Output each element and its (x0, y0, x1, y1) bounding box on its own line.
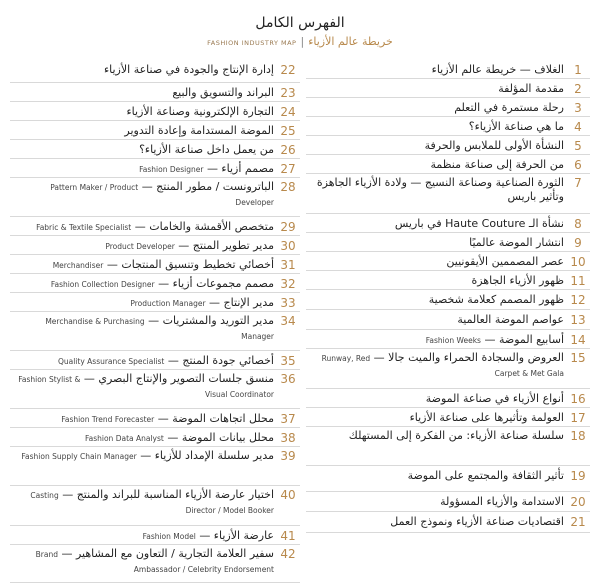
toc-entry[interactable] (306, 330, 590, 349)
toc-entry-title-arabic: سلسلة صناعة الأزياء: من الفكرة إلى المستهلك (348, 429, 564, 442)
toc-entry[interactable] (10, 159, 300, 178)
toc-entry-number: 2 (574, 82, 582, 96)
toc-entry-title-arabic: عصر المصممين الأيقونيين (446, 255, 564, 268)
toc-entry-title (14, 277, 274, 292)
toc-entry-number: 6 (574, 158, 582, 172)
toc-entry-title-english: Merchandise & Purchasing Manager (45, 317, 274, 341)
toc-entry[interactable] (10, 60, 300, 83)
toc-entry-title (14, 372, 274, 402)
toc-entry-title-english: Fabric & Textile Specialist (36, 223, 132, 232)
toc-entry-title (14, 86, 274, 100)
toc-entry[interactable] (306, 252, 590, 271)
toc-entry[interactable] (10, 178, 300, 217)
toc-entry-title (310, 495, 564, 509)
toc-entry-title-arabic: ما هي صناعة الأزياء؟ (468, 120, 564, 133)
toc-entry[interactable] (306, 98, 590, 117)
toc-entry-title (14, 296, 274, 311)
toc-entry-number: 5 (574, 139, 582, 153)
toc-entry-number: 41 (280, 529, 296, 543)
subtitle-separator: | (300, 35, 305, 48)
toc-entry-number: 20 (570, 495, 586, 509)
toc-entry[interactable] (10, 293, 300, 312)
toc-entry[interactable] (10, 351, 300, 370)
toc-entry-number: 36 (280, 372, 296, 386)
toc-entry[interactable] (10, 370, 300, 409)
toc-entry-title-arabic: تأثير الثقافة والمجتمع على الموضة (407, 469, 564, 482)
toc-entry[interactable] (306, 155, 590, 174)
toc-entry-number: 35 (280, 354, 296, 368)
toc-entry[interactable] (10, 312, 300, 351)
toc-entry-title-english: Production Manager (130, 299, 206, 308)
toc-entry-number: 11 (570, 274, 586, 288)
toc-entry-number: 17 (570, 411, 586, 425)
toc-entry-title (310, 351, 564, 381)
toc-entry-title (310, 139, 564, 153)
toc-entry-title-arabic: نشأة الـ Haute Couture في باريس (394, 217, 564, 230)
toc-entry-number: 42 (280, 547, 296, 561)
toc-entry-title-english: Fashion Collection Designer (50, 280, 155, 289)
toc-entry-number: 34 (280, 314, 296, 328)
subtitle-arabic: خريطة عالم الأزياء (308, 35, 393, 48)
toc-entry-number: 4 (574, 120, 582, 134)
toc-entry-title (310, 255, 564, 269)
toc-entry-number: 14 (570, 333, 586, 347)
toc-entry-number: 31 (280, 258, 296, 272)
toc-entry-number: 37 (280, 412, 296, 426)
toc-entry[interactable] (10, 274, 300, 293)
toc-entry-title (14, 547, 274, 577)
toc-entry-title-arabic: انتشار الموضة عالميًا (469, 236, 564, 249)
toc-entry-number: 40 (280, 488, 296, 502)
toc-entry-title (14, 105, 274, 119)
toc-entry-number: 33 (280, 296, 296, 310)
toc-entry-number: 9 (574, 236, 582, 250)
toc-entry-title-arabic: مدير التوريد والمشتريات — (148, 314, 274, 327)
toc-entry[interactable] (10, 236, 300, 255)
toc-entry-title (310, 236, 564, 250)
toc-entry-title (14, 354, 274, 369)
toc-entry[interactable] (306, 492, 590, 512)
toc-entry[interactable] (306, 60, 590, 79)
toc-entry[interactable] (10, 447, 300, 486)
toc-entry-title (310, 515, 564, 529)
toc-entry-number: 16 (570, 392, 586, 406)
toc-entry-title (310, 217, 564, 231)
page-header (0, 0, 600, 58)
toc-entry-title (310, 120, 564, 134)
toc-entry[interactable] (10, 102, 300, 121)
toc-entry-number: 18 (570, 429, 586, 443)
toc-entry-number: 39 (280, 449, 296, 463)
toc-entry-title-arabic: أنواع الأزياء في صناعة الموضة (425, 392, 564, 405)
toc-entry-title (310, 176, 564, 204)
toc-entry-number: 24 (280, 105, 296, 119)
toc-entry-title-arabic: مدير سلسلة الإمداد للأزياء — (140, 449, 274, 462)
toc-entry-title-arabic: مدير تطوير المنتج — (178, 239, 274, 252)
toc-entry-number: 38 (280, 431, 296, 445)
toc-entry-title (310, 158, 564, 172)
toc-entry-number: 19 (570, 469, 586, 483)
toc-entry-number: 13 (570, 313, 586, 327)
toc-entry-title (310, 82, 564, 96)
toc-entry-title (14, 529, 274, 544)
toc-entry-number: 27 (280, 162, 296, 176)
toc-entry-title-arabic: إدارة الإنتاج والجودة في صناعة الأزياء (103, 63, 274, 76)
toc-entry-number: 12 (570, 293, 586, 307)
toc-entry[interactable] (306, 466, 590, 492)
toc-entry[interactable] (306, 427, 590, 466)
toc-entry-title-english: Fashion Designer (139, 165, 204, 174)
toc-entry-title-english: Fashion Weeks (425, 336, 481, 345)
toc-entry-title (310, 313, 564, 327)
toc-entry-title-arabic: النشأة الأولى للملابس والحرفة (424, 139, 564, 152)
toc-entry-number: 3 (574, 101, 582, 115)
page-subtitle (0, 34, 600, 51)
toc-entry-number: 25 (280, 124, 296, 138)
toc-entry-title-english: Quality Assurance Specialist (57, 357, 165, 366)
toc-entry-title-arabic: الباترونست / مطور المنتج — (141, 180, 274, 193)
toc-entry-title-english: Merchandiser (52, 261, 104, 270)
toc-entry-title (14, 180, 274, 210)
toc-entry-title-arabic: العولمة وتأثيرها على صناعة الأزياء (409, 411, 564, 424)
toc-entry-title-arabic: محلل اتجاهات الموضة — (157, 412, 274, 425)
toc-entry-title-english: Fashion Supply Chain Manager (21, 452, 137, 461)
toc-entry[interactable] (10, 428, 300, 447)
toc-entry[interactable] (306, 117, 590, 136)
toc-entry[interactable] (306, 79, 590, 98)
toc-entry[interactable] (306, 349, 590, 389)
toc-entry-title-arabic: الموضة المستدامة وإعادة التدوير (124, 124, 274, 137)
toc-entry-title-arabic: الاستدامة والأزياء المسؤولة (440, 495, 564, 508)
toc-entry-title (310, 274, 564, 288)
toc-entry-title-english: Product Developer (105, 242, 175, 251)
toc-entry-title (310, 293, 564, 307)
toc-entry-title (310, 469, 564, 483)
toc-entry-number: 30 (280, 239, 296, 253)
toc-entry-title-arabic: عارضة الأزياء — (199, 529, 274, 542)
toc-entry-title-arabic: البراند والتسويق والبيع (172, 86, 274, 99)
toc-entry-number: 22 (280, 63, 296, 77)
toc-entry-title-arabic: الغلاف — خريطة عالم الأزياء (431, 63, 564, 76)
toc-entry[interactable] (10, 526, 300, 545)
toc-entry[interactable] (306, 290, 590, 310)
toc-entry[interactable] (10, 255, 300, 274)
toc-entry[interactable] (306, 233, 590, 252)
toc-entry-title-arabic: التجارة الإلكترونية وصناعة الأزياء (126, 105, 274, 118)
toc-entry-title (310, 392, 564, 406)
toc-entry-title (310, 411, 564, 425)
toc-entry-title-english: Fashion Stylist & Visual Coordinator (18, 375, 274, 399)
toc-entry-title (14, 63, 274, 77)
toc-entry[interactable] (306, 214, 590, 233)
toc-entry-title-arabic: اختيار عارضة الأزياء المناسبة للبراند والمنتج — (62, 488, 274, 501)
toc-entry-title-arabic: أخصائي جودة المنتج — (167, 354, 274, 367)
toc-column-right (306, 60, 590, 564)
toc-entry-number: 8 (574, 217, 582, 231)
toc-entry-title-english: Fashion Trend Forecaster (61, 415, 155, 424)
toc-entry[interactable] (10, 83, 300, 102)
toc-entry-title (14, 143, 274, 157)
toc-entry-number: 29 (280, 220, 296, 234)
toc-entry-title-arabic: عواصم الموضة العالمية (457, 313, 564, 326)
toc-entry-number: 23 (280, 86, 296, 100)
toc-entry-title (310, 101, 564, 115)
toc-entry-number: 32 (280, 277, 296, 291)
toc-entry-title-arabic: العروض والسجادة الحمراء والميت جالا — (373, 351, 564, 364)
toc-entry-title-english: Fashion Model (142, 532, 196, 541)
table-of-contents (10, 60, 590, 574)
toc-entry[interactable] (10, 409, 300, 428)
toc-entry-title-english: Pattern Maker / Product Developer (50, 183, 274, 207)
toc-entry-title (14, 431, 274, 446)
toc-entry[interactable] (306, 136, 590, 155)
toc-entry-title (14, 412, 274, 427)
toc-entry-number: 7 (574, 176, 582, 190)
toc-entry[interactable] (10, 486, 300, 526)
toc-entry-number: 28 (280, 180, 296, 194)
toc-entry-title-arabic: متخصص الأقمشة والخامات — (134, 220, 274, 233)
toc-entry-title-arabic: اقتصاديات صناعة الأزياء ونموذج العمل (390, 515, 564, 528)
toc-entry-title-english: Runway, Red Carpet & Met Gala (321, 354, 564, 378)
toc-entry-title (14, 488, 274, 518)
toc-entry-title-arabic: رحلة مستمرة في التعلم (454, 101, 564, 114)
toc-entry-number: 26 (280, 143, 296, 157)
toc-entry-title-arabic: أسابيع الموضة — (484, 333, 564, 346)
toc-entry[interactable] (306, 408, 590, 427)
toc-entry[interactable] (306, 512, 590, 533)
toc-entry-title-arabic: من يعمل داخل صناعة الأزياء؟ (139, 143, 274, 156)
toc-entry-title-arabic: محلل بيانات الموضة — (167, 431, 274, 444)
toc-entry-title (14, 258, 274, 273)
toc-entry-title-arabic: منسق جلسات التصوير والإنتاج البصري — (83, 372, 274, 385)
toc-entry-title-arabic: من الحرفة إلى صناعة منظمة (430, 158, 564, 171)
toc-entry-title-english: Brand Ambassador / Celebrity Endorsement (35, 550, 274, 574)
toc-entry-title (310, 63, 564, 77)
toc-entry-title-arabic: سفير العلامة التجارية / التعاون مع المشاهير — (61, 547, 274, 560)
toc-entry-title-arabic: أخصائي تخطيط وتنسيق المنتجات — (106, 258, 274, 271)
toc-entry-title-arabic: مقدمة المؤلفة (498, 82, 564, 95)
toc-entry[interactable] (306, 271, 590, 290)
toc-entry-title-english: Casting Director / Model Booker (30, 491, 274, 515)
toc-entry-number: 10 (570, 255, 586, 269)
toc-entry-title-arabic: مصمم مجموعات أزياء — (158, 277, 274, 290)
toc-entry-title (310, 429, 564, 443)
toc-entry-title (14, 220, 274, 235)
toc-entry-title (14, 239, 274, 254)
toc-entry[interactable] (10, 140, 300, 159)
toc-entry-title-arabic: مدير الإنتاج — (209, 296, 274, 309)
toc-entry-title-english: Fashion Data Analyst (85, 434, 164, 443)
toc-entry-number: 15 (570, 351, 586, 365)
toc-entry-title (14, 314, 274, 344)
toc-entry-title (14, 124, 274, 138)
toc-entry[interactable] (10, 121, 300, 140)
toc-entry-title (14, 449, 274, 464)
toc-entry[interactable] (306, 389, 590, 408)
toc-entry-title-arabic: ظهور المصمم كعلامة شخصية (428, 293, 564, 306)
toc-entry[interactable] (10, 217, 300, 236)
toc-entry-title (310, 333, 564, 348)
toc-entry[interactable] (306, 174, 590, 214)
toc-column-left (10, 60, 300, 574)
toc-entry-title-arabic: مصمم أزياء — (206, 162, 274, 175)
toc-entry[interactable] (10, 545, 300, 583)
toc-entry[interactable] (306, 310, 590, 330)
toc-entry-title-arabic: الثورة الصناعية وصناعة النسيج — ولادة الأزياء الجاهزة وتأثير باريس (316, 176, 564, 203)
toc-entry-number: 1 (574, 63, 582, 77)
toc-entry-title-arabic: ظهور الأزياء الجاهزة (471, 274, 564, 287)
toc-entry-number: 21 (570, 515, 586, 529)
page-title: الفهرس الكامل (255, 15, 345, 31)
subtitle-english: FASHION INDUSTRY MAP (207, 39, 297, 47)
toc-entry-title (14, 162, 274, 177)
